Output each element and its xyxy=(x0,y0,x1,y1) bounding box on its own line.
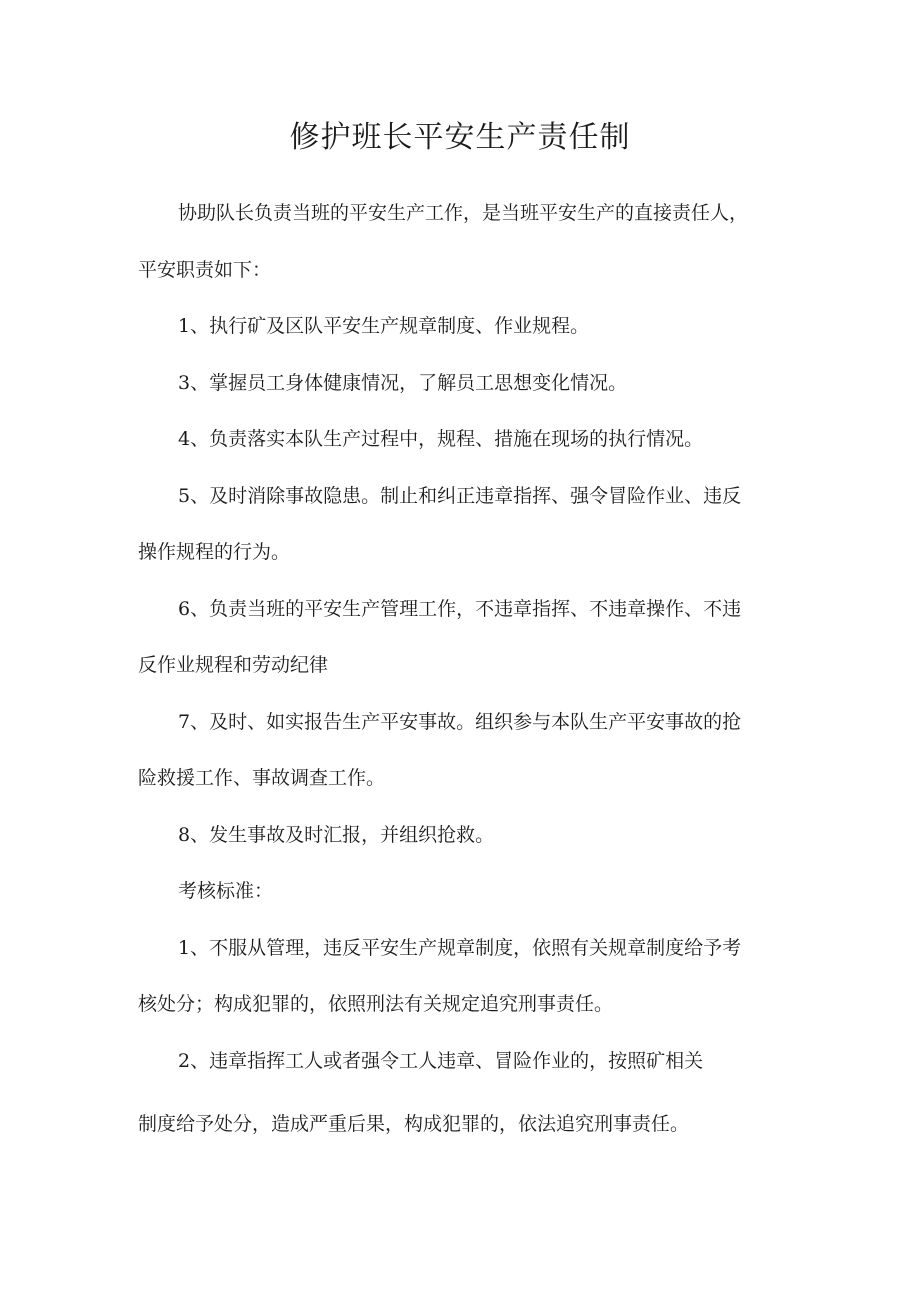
list-item: 3、掌握员工身体健康情况，了解员工思想变化情况。 xyxy=(178,372,628,394)
list-item-continuation: 操作规程的行为。 xyxy=(138,541,291,563)
list-item: 6、负责当班的平安生产管理工作，不违章指挥、不违章操作、不违 xyxy=(178,598,742,620)
list-item: 2、违章指挥工人或者强令工人违章、冒险作业的，按照矿相关 xyxy=(178,1050,704,1072)
section-heading: 考核标准： xyxy=(178,880,274,902)
list-item: 1、执行矿及区队平安生产规章制度、作业规程。 xyxy=(178,315,590,337)
paragraph-line: 平安职责如下： xyxy=(138,259,272,281)
list-item-continuation: 反作业规程和劳动纪律 xyxy=(138,654,329,676)
list-item-continuation: 险救援工作、事故调查工作。 xyxy=(138,767,386,789)
list-item: 5、及时消除事故隐患。制止和纠正违章指挥、强令冒险作业、违反 xyxy=(178,485,742,507)
list-item-continuation: 制度给予处分，造成严重后果，构成犯罪的，依法追究刑事责任。 xyxy=(138,1113,690,1135)
document-title: 修护班长平安生产责任制 xyxy=(289,120,631,155)
list-item: 1、不服从管理，违反平安生产规章制度，依照有关规章制度给予考 xyxy=(178,937,742,959)
paragraph-line: 协助队长负责当班的平安生产工作，是当班平安生产的直接责任人， xyxy=(178,202,749,224)
list-item-continuation: 核处分；构成犯罪的，依照刑法有关规定追究刑事责任。 xyxy=(138,993,614,1015)
list-item: 4、负责落实本队生产过程中，规程、措施在现场的执行情况。 xyxy=(178,428,704,450)
list-item: 7、及时、如实报告生产平安事故。组织参与本队生产平安事故的抢 xyxy=(178,711,742,733)
list-item: 8、发生事故及时汇报，并组织抢救。 xyxy=(178,824,495,846)
